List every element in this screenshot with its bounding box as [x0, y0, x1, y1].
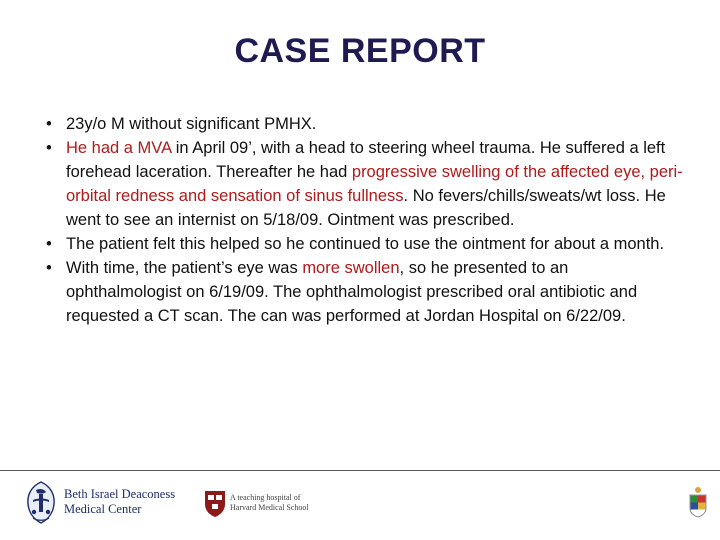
highlighted-text: He had a MVA [66, 139, 172, 157]
highlighted-text: more swollen [302, 259, 400, 277]
bullet-text: With time, the patient’s eye was [66, 259, 303, 277]
highlighted-text: progressive swelling of the affected eye, peri-orbital redness and sensation of sinus fullness [66, 163, 683, 205]
slide-title: CASE REPORT [234, 32, 486, 70]
harvard-line-1: A teaching hospital of [230, 493, 301, 502]
harvard-line-2: Harvard Medical School [230, 503, 309, 512]
bullet-text: . No fevers/chills/sweats/wt loss. He went to see an internist on 5/18/09. Ointment was prescribed. [66, 187, 666, 229]
corner-crest-icon [688, 486, 708, 518]
bullet-item [44, 232, 684, 256]
harvard-logo [204, 490, 344, 522]
bidmc-logo [22, 478, 192, 526]
bullet-text: The patient felt this helped so he continued to use the ointment for about a month. [66, 235, 665, 253]
bullet-text: , so he presented to an ophthalmologist on 6/19/09. The ophthalmologist prescribed oral antibiotic and requested a CT scan. The can was performed at Jordan Hospital on 6/22/09. [66, 259, 638, 325]
bullet-item [44, 112, 684, 136]
bidmc-wordmark [64, 487, 175, 517]
bidmc-seal-icon [22, 478, 60, 526]
bidmc-line-2: Medical Center [64, 502, 142, 516]
harvard-wordmark [230, 493, 309, 513]
bullet-list [44, 112, 684, 328]
bidmc-line-1: Beth Israel Deaconess [64, 487, 176, 501]
bullet-item [44, 256, 684, 328]
bullet-text: 23y/o M without significant PMHX. [66, 115, 317, 133]
bullet-item [44, 136, 684, 232]
bullet-text: in April 09’, with a head to steering wheel trauma. He suffered a left forehead laceration. Thereafter he had [66, 139, 666, 181]
harvard-shield-icon [204, 490, 226, 518]
footer-divider [0, 470, 720, 471]
